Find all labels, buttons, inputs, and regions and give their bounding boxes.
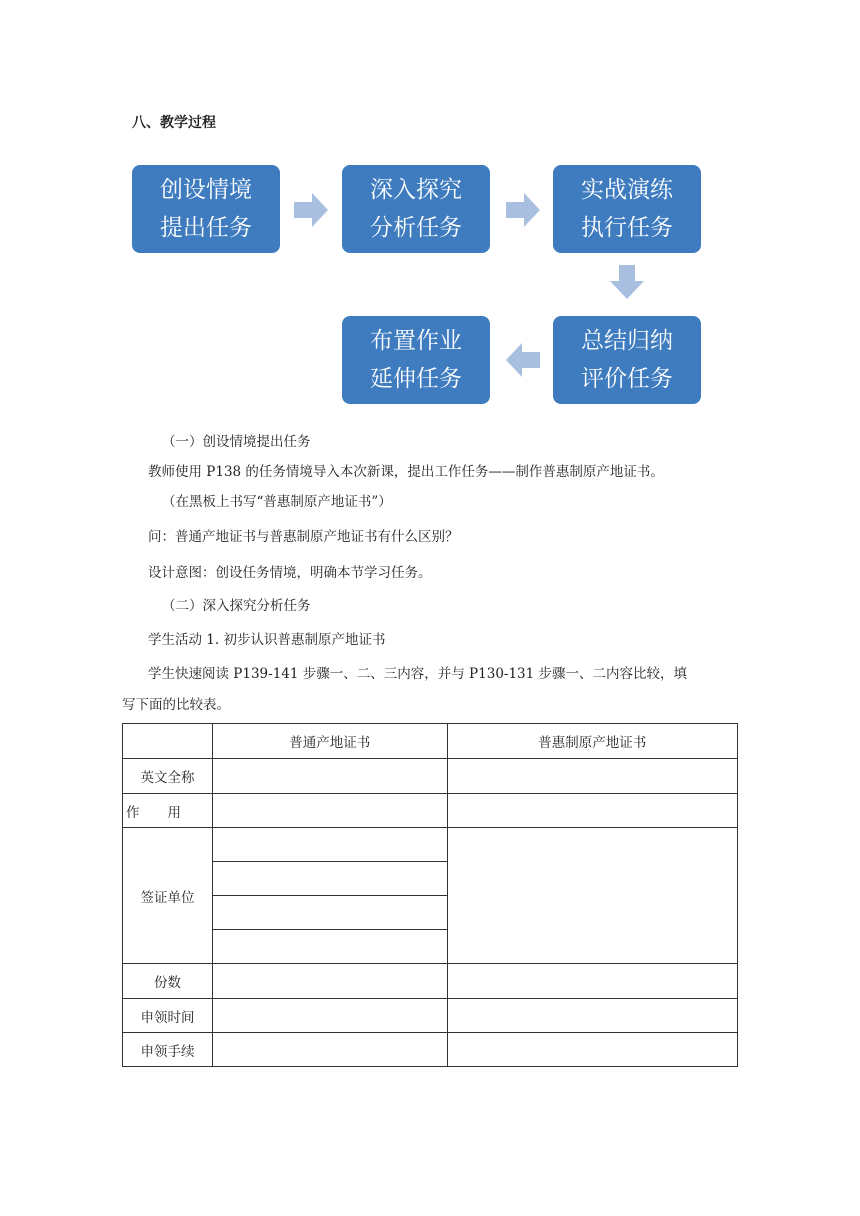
flow-box-explore [342, 165, 490, 253]
table-cell [212, 759, 447, 794]
table-cell [212, 930, 447, 964]
paragraph: 学生活动 1. 初步认识普惠制原产地证书 [148, 632, 386, 648]
row-label: 英文全称 [123, 759, 213, 794]
comparison-table [122, 723, 738, 1067]
flow-box-summarize [553, 316, 701, 404]
row-label: 申领时间 [123, 999, 213, 1033]
table-header-cell [123, 724, 213, 759]
table-row [123, 1033, 738, 1067]
flow-box-line: 评价任务 [581, 366, 673, 392]
flow-box-line: 总结归纳 [581, 328, 673, 354]
table-cell [447, 964, 738, 999]
subsection-heading-1: （一）创设情境提出任务 [162, 434, 311, 450]
flow-box-line: 分析任务 [370, 215, 462, 241]
table-header-cell: 普通产地证书 [212, 724, 447, 759]
paragraph: 问：普通产地证书与普惠制原产地证书有什么区别？ [148, 529, 459, 545]
table-row [123, 828, 738, 862]
flow-box-line: 创设情境 [160, 177, 252, 203]
table-cell [212, 828, 447, 862]
table-cell [212, 999, 447, 1033]
paragraph: 教师使用 P138 的任务情境导入本次新课，提出工作任务——制作普惠制原产地证书。 [148, 464, 664, 480]
flow-box-create-scenario [132, 165, 280, 253]
table-header-cell: 普惠制原产地证书 [447, 724, 738, 759]
flow-box-line: 延伸任务 [370, 366, 462, 392]
flow-box-line: 提出任务 [160, 215, 252, 241]
flow-box-line: 执行任务 [581, 215, 673, 241]
row-label: 份数 [123, 964, 213, 999]
table-row [123, 999, 738, 1033]
row-label-text: 作用 [125, 804, 209, 821]
table-cell [212, 1033, 447, 1067]
flow-box-line: 深入探究 [370, 177, 462, 203]
flow-box-practice [553, 165, 701, 253]
table-cell [212, 794, 447, 828]
table-cell [212, 964, 447, 999]
table-cell [447, 999, 738, 1033]
section-heading: 八、教学过程 [132, 115, 216, 131]
table-row [123, 724, 738, 759]
row-label: 申领手续 [123, 1033, 213, 1067]
paragraph: 写下面的比较表。 [122, 697, 230, 713]
row-label [123, 794, 213, 828]
table-row [123, 964, 738, 999]
table-cell [447, 794, 738, 828]
flow-box-line: 布置作业 [370, 328, 462, 354]
flow-box-line: 实战演练 [581, 177, 673, 203]
arrow-left-icon [506, 343, 540, 377]
arrow-right-icon [506, 193, 540, 227]
row-label: 签证单位 [123, 828, 213, 964]
table-cell [212, 862, 447, 896]
table-row [123, 794, 738, 828]
arrow-right-icon [294, 193, 328, 227]
paragraph: 设计意图：创设任务情境，明确本节学习任务。 [148, 565, 432, 581]
paragraph: 学生快速阅读 P139-141 步骤一、二、三内容，并与 P130-131 步骤一、二内容比较，填 [148, 666, 688, 682]
table-cell [447, 1033, 738, 1067]
subsection-heading-2: （二）深入探究分析任务 [162, 598, 311, 614]
table-cell [447, 759, 738, 794]
table-row [123, 759, 738, 794]
flow-box-assign-homework [342, 316, 490, 404]
table-cell [212, 896, 447, 930]
table-cell [447, 828, 738, 964]
paragraph: （在黑板上书写“普惠制原产地证书”） [162, 494, 392, 510]
arrow-down-icon [610, 265, 644, 299]
